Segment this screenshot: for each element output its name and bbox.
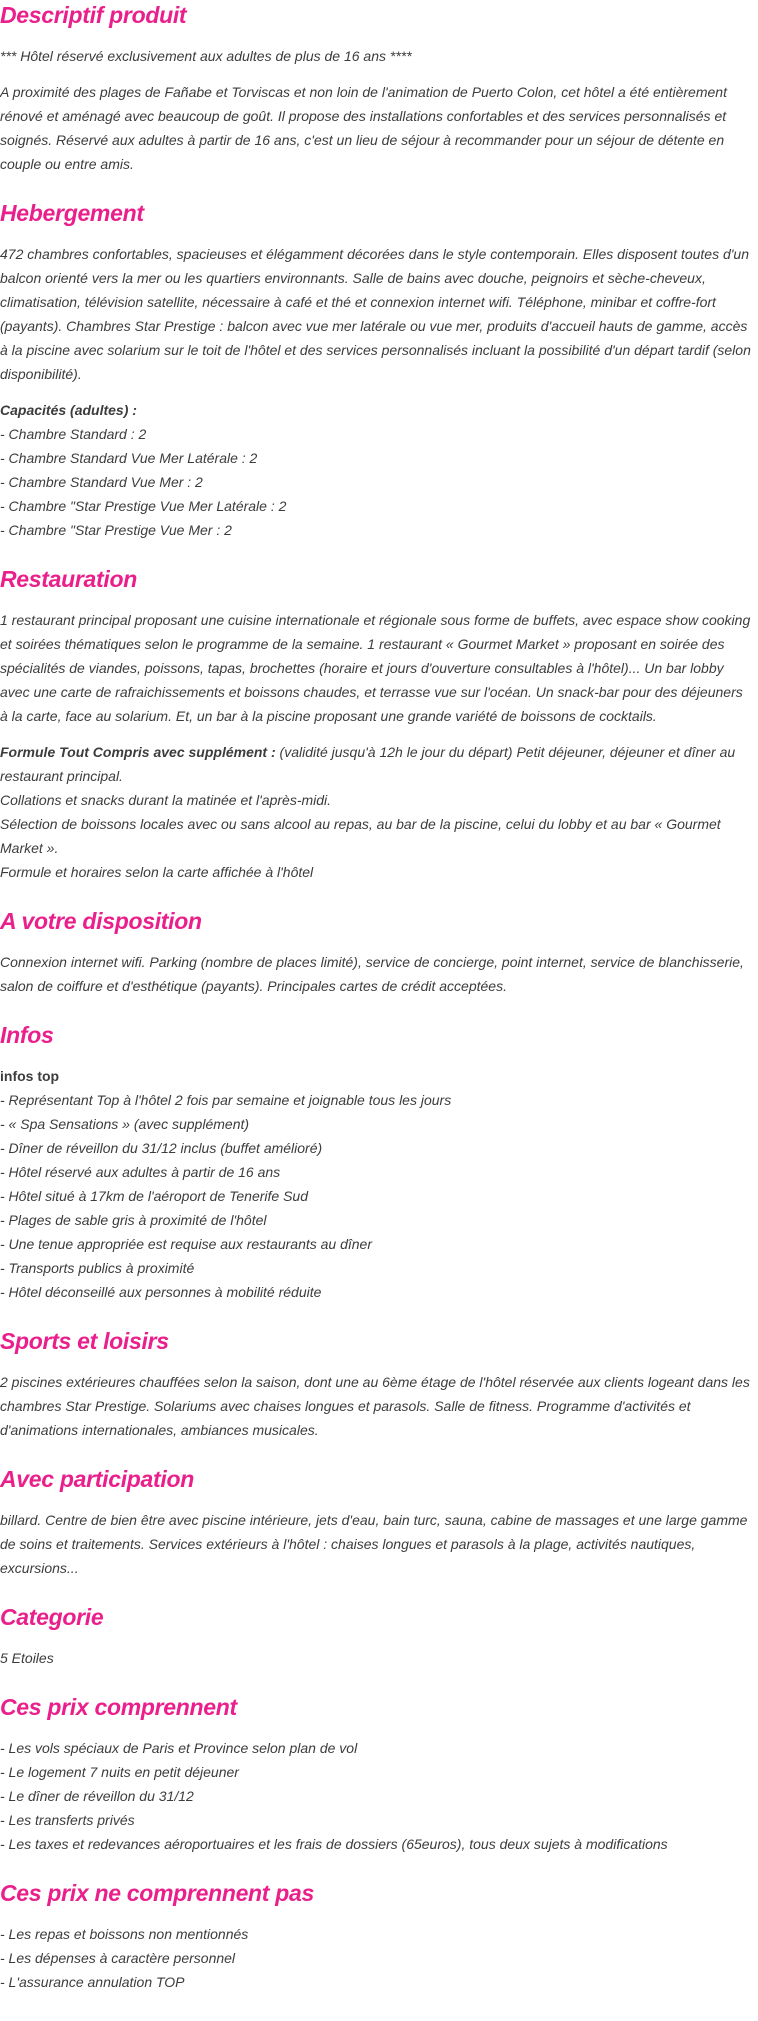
- list-item: - « Spa Sensations » (avec supplément): [0, 1116, 250, 1132]
- section-participation: [0, 1464, 754, 1580]
- section-title-restauration: Restauration: [0, 566, 137, 592]
- section-infos: [0, 1020, 754, 1304]
- section-title-sports: Sports et loisirs: [0, 1328, 169, 1354]
- section-title-participation: Avec participation: [0, 1466, 194, 1492]
- list-item: - Les dépenses à caractère personnel: [0, 1950, 236, 1966]
- list-item: - Le dîner de réveillon du 31/12: [0, 1788, 194, 1804]
- list-item: - Chambre Standard Vue Mer : 2: [0, 474, 203, 490]
- formule-text: (validité jusqu'à 12h le jour du départ) Petit déjeuner, déjeuner et dîner au restaurant principal.: [0, 744, 736, 784]
- list-item: - Dîner de réveillon du 31/12 inclus (buffet amélioré): [0, 1140, 323, 1156]
- list-item: - Transports publics à proximité: [0, 1260, 195, 1276]
- list-item: - Hôtel réservé aux adultes à partir de 16 ans: [0, 1164, 281, 1180]
- list-item: Formule et horaires selon la carte affichée à l'hôtel: [0, 864, 314, 880]
- infos-list: [0, 1064, 754, 1304]
- section-title-comprennent: Ces prix comprennent: [0, 1694, 237, 1720]
- infos-top-label: infos top: [0, 1068, 60, 1084]
- section-title-infos: Infos: [0, 1022, 54, 1048]
- section-sports: [0, 1326, 754, 1442]
- list-item: - Hôtel déconseillé aux personnes à mobilité réduite: [0, 1284, 322, 1300]
- list-item: Sélection de boissons locales avec ou sans alcool au repas, au bar de la piscine, celui du lobby et au bar « Gourmet Market ».: [0, 816, 721, 856]
- adults-only-note: *** Hôtel réservé exclusivement aux adultes de plus de 16 ans ****: [0, 48, 412, 64]
- disposition-text: Connexion internet wifi. Parking (nombre de places limité), service de concierge, point internet, service de blanchisserie, salon de coiffure et d'esthétique (payants). Principales cartes de crédit acceptées.: [0, 954, 744, 994]
- list-item: - Chambre Standard : 2: [0, 426, 147, 442]
- section-title-categorie: Categorie: [0, 1604, 104, 1630]
- list-item: - Les taxes et redevances aéroportuaires et les frais de dossiers (65euros), tous deux sujets à modifications: [0, 1836, 668, 1852]
- section-title-ne-comprennent: Ces prix ne comprennent pas: [0, 1880, 314, 1906]
- section-descriptif: [0, 0, 754, 176]
- list-item: - Chambre "Star Prestige Vue Mer : 2: [0, 522, 232, 538]
- categorie-text: 5 Etoiles: [0, 1650, 54, 1666]
- list-item: - Plages de sable gris à proximité de l'hôtel: [0, 1212, 267, 1228]
- section-title-hebergement: Hebergement: [0, 200, 144, 226]
- list-item: - Représentant Top à l'hôtel 2 fois par semaine et joignable tous les jours: [0, 1092, 452, 1108]
- section-title-descriptif: Descriptif produit: [0, 2, 187, 28]
- formule-block: [0, 740, 754, 884]
- ne-comprennent-list: [0, 1922, 754, 1994]
- list-item: - Chambre "Star Prestige Vue Mer Latérale : 2: [0, 498, 287, 514]
- sports-text: 2 piscines extérieures chauffées selon la saison, dont une au 6ème étage de l'hôtel réservée aux clients logeant dans les chambres Star Prestige. Solariums avec chaises longues et parasols. Salle de fitness. Programme d'activités et d'animations internationales, ambiances musicales.: [0, 1374, 750, 1438]
- section-comprennent: [0, 1692, 754, 1856]
- participation-text: billard. Centre de bien être avec piscine intérieure, jets d'eau, bain turc, sauna, cabine de massages et une large gamme de soins et traitements. Services extérieurs à l'hôtel : chaises longues et parasols à la plage, activités nautiques, excursions...: [0, 1512, 748, 1576]
- list-item: - Les repas et boissons non mentionnés: [0, 1926, 249, 1942]
- section-title-disposition: A votre disposition: [0, 908, 202, 934]
- section-categorie: [0, 1602, 754, 1670]
- list-item: - Hôtel situé à 17km de l'aéroport de Tenerife Sud: [0, 1188, 308, 1204]
- section-ne-comprennent: [0, 1878, 754, 1994]
- section-restauration: [0, 564, 754, 884]
- list-item: - Les transferts privés: [0, 1812, 135, 1828]
- capacites-label: Capacités (adultes) :: [0, 402, 137, 418]
- restauration-text: 1 restaurant principal proposant une cuisine internationale et régionale sous forme de buffets, avec espace show cooking et soirées thématiques selon le programme de la semaine. 1 restaurant « Gourmet Market » proposant en soirée des spécialités de viandes, poissons, tapas, brochettes (horaire et jours d'ouverture consultables à l'hôtel)... Un bar lobby avec une carte de rafraichissements et boissons chaudes, et terrasse vue sur l'océan. Un snack-bar pour des déjeuners à la carte, face au solarium. Et, un bar à la piscine proposant une grande variété de boissons de cocktails.: [0, 612, 751, 724]
- comprennent-list: [0, 1736, 754, 1856]
- list-item: - Les vols spéciaux de Paris et Province selon plan de vol: [0, 1740, 358, 1756]
- formule-label: Formule Tout Compris avec supplément :: [0, 744, 276, 760]
- list-item: - Le logement 7 nuits en petit déjeuner: [0, 1764, 239, 1780]
- section-hebergement: [0, 198, 754, 542]
- formule-paragraph: [0, 740, 754, 788]
- descriptif-text: A proximité des plages de Fañabe et Torviscas et non loin de l'animation de Puerto Colon, cet hôtel a été entièrement rénové et aménagé avec beaucoup de goût. Il propose des installations confortables et des services personnalisés et soignés. Réservé aux adultes à partir de 16 ans, c'est un lieu de séjour à recommander pour un séjour de détente en couple ou entre amis.: [0, 84, 727, 172]
- list-item: - L'assurance annulation TOP: [0, 1974, 185, 1990]
- list-item: Collations et snacks durant la matinée et l'après-midi.: [0, 792, 332, 808]
- section-disposition: [0, 906, 754, 998]
- hebergement-text: 472 chambres confortables, spacieuses et élégamment décorées dans le style contemporain. Elles disposent toutes d'un balcon orienté vers la mer ou les quartiers environnants. Salle de bains avec douche, peignoirs et sèche-cheveux, climatisation, télévision satellite, nécessaire à café et thé et connexion internet wifi. Téléphone, minibar et coffre-fort (payants). Chambres Star Prestige : balcon avec vue mer latérale ou vue mer, produits d'accueil hauts de gamme, accès à la piscine avec solarium sur le toit de l'hôtel et des services personnalisés incluant la possibilité d'un départ tardif (selon disponibilité).: [0, 246, 751, 382]
- list-item: - Une tenue appropriée est requise aux restaurants au dîner: [0, 1236, 373, 1252]
- list-item: - Chambre Standard Vue Mer Latérale : 2: [0, 450, 258, 466]
- capacites-list: [0, 398, 754, 542]
